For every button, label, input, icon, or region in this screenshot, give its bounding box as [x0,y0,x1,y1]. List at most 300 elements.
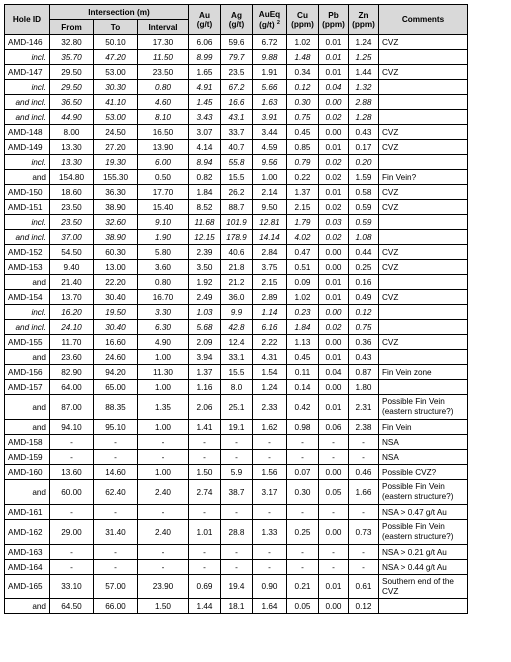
from-cell: - [50,450,94,465]
cu-cell: - [287,435,319,450]
table-row [5,245,468,260]
from-cell: 35.70 [50,50,94,65]
table-row [5,80,468,95]
au-cell: - [189,545,221,560]
cu-cell: 2.15 [287,200,319,215]
zn-cell: 1.08 [349,230,379,245]
interval-cell: - [138,505,189,520]
interval-cell: 23.90 [138,575,189,599]
table-row [5,335,468,350]
interval-cell: 23.50 [138,65,189,80]
pb-cell: 0.00 [319,465,349,480]
hole-id-cell: AMD-148 [5,125,50,140]
interval-cell: - [138,545,189,560]
zn-cell: 1.80 [349,380,379,395]
cu-cell: 0.07 [287,465,319,480]
to-cell: 94.20 [94,365,138,380]
comment-cell: Fin Vein? [379,170,468,185]
header-hole-id: Hole ID [5,5,50,35]
to-cell: 53.00 [94,110,138,125]
from-cell: 23.60 [50,350,94,365]
to-cell: 57.00 [94,575,138,599]
interval-qualifier-cell: and [5,170,50,185]
hole-id-cell: AMD-149 [5,140,50,155]
hole-id-cell: AMD-146 [5,35,50,50]
aueq-cell: 4.59 [253,140,287,155]
header-ag [221,5,253,35]
ag-cell: 21.8 [221,260,253,275]
from-cell: 94.10 [50,420,94,435]
au-cell: 1.16 [189,380,221,395]
ag-cell: 23.5 [221,65,253,80]
pb-cell: 0.00 [319,305,349,320]
cu-cell: 1.79 [287,215,319,230]
table-row [5,230,468,245]
zn-cell: - [349,505,379,520]
ag-cell: 25.1 [221,395,253,420]
au-cell: 1.01 [189,520,221,545]
interval-cell: 11.50 [138,50,189,65]
cu-cell: 0.21 [287,575,319,599]
header-pb [319,5,349,35]
ag-cell: 33.7 [221,125,253,140]
comment-cell: CVZ [379,125,468,140]
pb-cell: 0.02 [319,230,349,245]
cu-cell: 0.11 [287,365,319,380]
from-cell: 24.10 [50,320,94,335]
cu-cell: - [287,450,319,465]
to-cell: 38.90 [94,230,138,245]
interval-cell: 4.90 [138,335,189,350]
zn-cell: - [349,450,379,465]
interval-qualifier-cell: and incl. [5,110,50,125]
to-cell: 16.60 [94,335,138,350]
to-cell: 66.00 [94,599,138,614]
pb-cell: 0.03 [319,215,349,230]
pb-cell: 0.00 [319,520,349,545]
aueq-cell: 1.63 [253,95,287,110]
results-table-container [4,4,468,614]
au-cell: 0.69 [189,575,221,599]
from-cell: 64.50 [50,599,94,614]
comment-cell [379,95,468,110]
header-au [189,5,221,35]
table-row [5,520,468,545]
ag-cell: 36.0 [221,290,253,305]
from-cell: 16.20 [50,305,94,320]
comment-cell: Fin Vein zone [379,365,468,380]
table-row [5,65,468,80]
interval-cell: 1.00 [138,380,189,395]
aueq-cell: 2.22 [253,335,287,350]
cu-cell: 0.45 [287,350,319,365]
interval-cell: 3.60 [138,260,189,275]
au-cell: 2.09 [189,335,221,350]
interval-cell: 5.80 [138,245,189,260]
aueq-cell: 6.16 [253,320,287,335]
aueq-cell: 1.91 [253,65,287,80]
zn-cell: 0.16 [349,275,379,290]
au-cell: 1.50 [189,465,221,480]
ag-cell: 26.2 [221,185,253,200]
aueq-cell: 1.56 [253,465,287,480]
interval-qualifier-cell: and [5,275,50,290]
zn-cell: 2.31 [349,395,379,420]
header-interval: Interval [138,20,189,35]
from-cell: 21.40 [50,275,94,290]
zn-cell: 1.24 [349,35,379,50]
interval-cell: 11.30 [138,365,189,380]
table-row [5,215,468,230]
ag-cell: 9.9 [221,305,253,320]
comment-cell [379,80,468,95]
ag-cell: 33.1 [221,350,253,365]
comment-cell: Fin Vein [379,420,468,435]
cu-cell: - [287,545,319,560]
zn-cell: 0.43 [349,125,379,140]
header-au-label: Au [199,10,210,20]
from-cell: - [50,545,94,560]
zn-cell: 0.20 [349,155,379,170]
hole-id-cell: AMD-162 [5,520,50,545]
pb-cell: 0.02 [319,170,349,185]
table-row [5,505,468,520]
cu-cell: - [287,560,319,575]
cu-cell: 0.42 [287,395,319,420]
to-cell: 27.20 [94,140,138,155]
aueq-cell: 0.90 [253,575,287,599]
comment-cell [379,275,468,290]
aueq-cell: 3.17 [253,480,287,505]
interval-cell: - [138,435,189,450]
table-row [5,599,468,614]
table-row [5,50,468,65]
aueq-cell: 1.64 [253,599,287,614]
pb-cell: 0.02 [319,110,349,125]
comment-cell: CVZ [379,65,468,80]
ag-cell: - [221,505,253,520]
header-from: From [50,20,94,35]
cu-cell: 0.30 [287,480,319,505]
au-cell: 6.06 [189,35,221,50]
interval-qualifier-cell: and incl. [5,95,50,110]
from-cell: 13.30 [50,155,94,170]
to-cell: 50.10 [94,35,138,50]
ag-cell: 38.7 [221,480,253,505]
cu-cell: 1.13 [287,335,319,350]
au-cell: - [189,560,221,575]
interval-cell: 9.10 [138,215,189,230]
au-cell: 2.06 [189,395,221,420]
to-cell: 65.00 [94,380,138,395]
comment-cell: CVZ [379,335,468,350]
table-row [5,290,468,305]
to-cell: 60.30 [94,245,138,260]
to-cell: 31.40 [94,520,138,545]
aueq-cell: - [253,435,287,450]
ag-cell: - [221,545,253,560]
au-cell: 4.91 [189,80,221,95]
zn-cell: 0.58 [349,185,379,200]
header-cu-unit: (ppm) [291,19,314,29]
to-cell: 22.20 [94,275,138,290]
aueq-cell: 2.89 [253,290,287,305]
header-zn-label: Zn [358,10,369,20]
ag-cell: 79.7 [221,50,253,65]
cu-cell: 1.48 [287,50,319,65]
to-cell: 41.10 [94,95,138,110]
interval-cell: 0.80 [138,275,189,290]
cu-cell: 0.09 [287,275,319,290]
interval-cell: 15.40 [138,200,189,215]
pb-cell: 0.04 [319,80,349,95]
interval-cell: 1.00 [138,420,189,435]
interval-qualifier-cell: and [5,480,50,505]
hole-id-cell: AMD-163 [5,545,50,560]
au-cell: 11.68 [189,215,221,230]
pb-cell: 0.00 [319,95,349,110]
ag-cell: 21.2 [221,275,253,290]
aueq-cell: 9.50 [253,200,287,215]
au-cell: - [189,505,221,520]
ag-cell: 67.2 [221,80,253,95]
au-cell: 1.03 [189,305,221,320]
to-cell: 19.30 [94,155,138,170]
interval-cell: 16.70 [138,290,189,305]
au-cell: - [189,435,221,450]
pb-cell: 0.02 [319,200,349,215]
zn-cell: - [349,560,379,575]
au-cell: 2.74 [189,480,221,505]
header-cu-label: Cu [297,10,308,20]
to-cell: 24.50 [94,125,138,140]
comment-cell: NSA > 0.44 g/t Au [379,560,468,575]
pb-cell: 0.06 [319,420,349,435]
table-row [5,365,468,380]
comment-cell [379,155,468,170]
aueq-cell: 5.66 [253,80,287,95]
from-cell: 29.50 [50,80,94,95]
from-cell: 33.10 [50,575,94,599]
cu-cell: 0.30 [287,95,319,110]
cu-cell: 0.45 [287,125,319,140]
to-cell: 13.00 [94,260,138,275]
au-cell: 1.37 [189,365,221,380]
ag-cell: 55.8 [221,155,253,170]
table-row [5,35,468,50]
comment-cell [379,350,468,365]
au-cell: 8.52 [189,200,221,215]
aueq-cell: 3.44 [253,125,287,140]
hole-id-cell: AMD-158 [5,435,50,450]
hole-id-cell: AMD-153 [5,260,50,275]
pb-cell: - [319,450,349,465]
ag-cell: 43.1 [221,110,253,125]
au-cell: 2.39 [189,245,221,260]
interval-cell: 16.50 [138,125,189,140]
hole-id-cell: AMD-156 [5,365,50,380]
table-row [5,450,468,465]
au-cell: 8.94 [189,155,221,170]
au-cell: 2.49 [189,290,221,305]
comment-cell: CVZ [379,245,468,260]
from-cell: 8.00 [50,125,94,140]
comment-cell: Southern end of the CVZ [379,575,468,599]
from-cell: 13.60 [50,465,94,480]
header-pb-label: Pb [328,10,339,20]
aueq-cell: 1.62 [253,420,287,435]
comment-cell [379,380,468,395]
ag-cell: 19.4 [221,575,253,599]
pb-cell: 0.01 [319,575,349,599]
comment-cell: CVZ [379,35,468,50]
table-row [5,380,468,395]
from-cell: 29.50 [50,65,94,80]
interval-cell: 17.70 [138,185,189,200]
cu-cell: 4.02 [287,230,319,245]
au-cell: 3.43 [189,110,221,125]
interval-cell: 4.60 [138,95,189,110]
cu-cell: - [287,505,319,520]
from-cell: 11.70 [50,335,94,350]
from-cell: 87.00 [50,395,94,420]
comment-cell: NSA > 0.21 g/t Au [379,545,468,560]
from-cell: 18.60 [50,185,94,200]
au-cell: 1.92 [189,275,221,290]
pb-cell: 0.00 [319,245,349,260]
drill-results-table [4,4,468,614]
comment-cell: CVZ [379,185,468,200]
comment-cell: CVZ [379,290,468,305]
aueq-cell: 14.14 [253,230,287,245]
to-cell: - [94,505,138,520]
from-cell: 82.90 [50,365,94,380]
cu-cell: 0.98 [287,420,319,435]
cu-cell: 0.34 [287,65,319,80]
cu-cell: 0.79 [287,155,319,170]
interval-qualifier-cell: and [5,395,50,420]
zn-cell: 0.17 [349,140,379,155]
ag-cell: 28.8 [221,520,253,545]
cu-cell: 0.23 [287,305,319,320]
comment-cell: CVZ [379,200,468,215]
ag-cell: 12.4 [221,335,253,350]
comment-cell [379,110,468,125]
aueq-cell: 4.31 [253,350,287,365]
to-cell: 47.20 [94,50,138,65]
interval-cell: 6.00 [138,155,189,170]
ag-cell: 88.7 [221,200,253,215]
interval-cell: 2.40 [138,480,189,505]
hole-id-cell: AMD-164 [5,560,50,575]
table-row [5,480,468,505]
from-cell: - [50,435,94,450]
zn-cell: - [349,435,379,450]
cu-cell: 0.85 [287,140,319,155]
pb-cell: 0.01 [319,140,349,155]
zn-cell: 0.43 [349,350,379,365]
to-cell: - [94,450,138,465]
zn-cell: 0.12 [349,599,379,614]
au-cell: 3.50 [189,260,221,275]
comment-cell [379,50,468,65]
pb-cell: 0.01 [319,395,349,420]
interval-qualifier-cell: incl. [5,155,50,170]
from-cell: 44.90 [50,110,94,125]
pb-cell: 0.01 [319,290,349,305]
table-body [5,35,468,614]
aueq-cell: 1.14 [253,305,287,320]
aueq-cell: 2.33 [253,395,287,420]
pb-cell: - [319,435,349,450]
pb-cell: 0.01 [319,35,349,50]
interval-cell: 1.50 [138,599,189,614]
ag-cell: 40.6 [221,245,253,260]
ag-cell: 59.6 [221,35,253,50]
zn-cell: 0.87 [349,365,379,380]
aueq-cell: 9.56 [253,155,287,170]
zn-cell: 1.32 [349,80,379,95]
header-ag-label: Ag [231,10,242,20]
interval-cell: 13.90 [138,140,189,155]
pb-cell: 0.01 [319,275,349,290]
ag-cell: - [221,450,253,465]
interval-cell: - [138,450,189,465]
cu-cell: 1.37 [287,185,319,200]
interval-qualifier-cell: incl. [5,80,50,95]
table-row [5,545,468,560]
au-cell: 1.65 [189,65,221,80]
au-cell: 4.14 [189,140,221,155]
table-row [5,465,468,480]
aueq-cell: 6.72 [253,35,287,50]
to-cell: 62.40 [94,480,138,505]
au-cell: 1.44 [189,599,221,614]
ag-cell: 40.7 [221,140,253,155]
hole-id-cell: AMD-152 [5,245,50,260]
interval-qualifier-cell: and [5,420,50,435]
to-cell: 38.90 [94,200,138,215]
pb-cell: - [319,560,349,575]
hole-id-cell: AMD-159 [5,450,50,465]
table-row [5,200,468,215]
to-cell: 36.30 [94,185,138,200]
aueq-cell: 9.88 [253,50,287,65]
from-cell: 9.40 [50,260,94,275]
au-cell: 1.41 [189,420,221,435]
au-cell: 1.84 [189,185,221,200]
pb-cell: - [319,545,349,560]
zn-cell: 0.59 [349,200,379,215]
header-aueq-footnote: 2 [276,19,280,26]
to-cell: - [94,435,138,450]
aueq-cell: - [253,560,287,575]
comment-cell [379,215,468,230]
comment-cell: Possible CVZ? [379,465,468,480]
zn-cell: 0.44 [349,245,379,260]
to-cell: 19.50 [94,305,138,320]
aueq-cell: 12.81 [253,215,287,230]
from-cell: 29.00 [50,520,94,545]
ag-cell: 15.5 [221,365,253,380]
zn-cell: 0.73 [349,520,379,545]
cu-cell: 0.14 [287,380,319,395]
to-cell: 30.40 [94,320,138,335]
aueq-cell: - [253,450,287,465]
header-zn-unit: (ppm) [352,19,375,29]
comment-cell [379,230,468,245]
hole-id-cell: AMD-154 [5,290,50,305]
